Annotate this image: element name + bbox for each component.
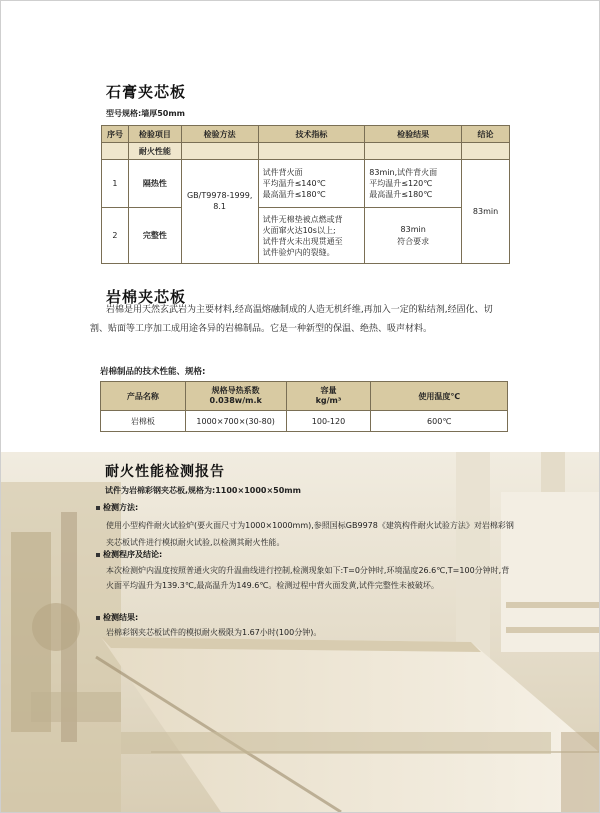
- row-result: 83min,试件背火面 平均温升≤120℃ 最高温升≤180℃: [365, 160, 462, 208]
- report-title: 耐火性能检测报告: [105, 464, 225, 480]
- col-header: 检验项目: [128, 126, 181, 143]
- row-item: 隔热性: [128, 160, 181, 208]
- result-text: 岩棉彩钢夹芯板试件的模拟耐火极限为1.67小时(100分钟)。: [106, 628, 322, 637]
- section1-spec: 型号规格:墙厚50mm: [106, 109, 186, 118]
- row-no: 2: [102, 208, 129, 264]
- cell: 100-120: [286, 411, 371, 432]
- col-header: 技术指标: [258, 126, 365, 143]
- table-row: [101, 411, 508, 432]
- row-index: 试件无棉垫被点燃或背 火面窜火达10s以上; 试件背火未出现贯通至 试件验炉内的裂缝。: [258, 208, 365, 264]
- conclusion-cell: 83min: [462, 160, 510, 264]
- cell: 600℃: [371, 411, 508, 432]
- col-header: 结论: [462, 126, 510, 143]
- table-row: [102, 143, 510, 160]
- row-method: GB/T9978-1999, 8.1: [181, 160, 258, 264]
- section1-title: 石膏夹芯板: [106, 83, 187, 101]
- method-heading: 检测方法:: [96, 502, 138, 513]
- col-header: 检验方法: [181, 126, 258, 143]
- row-no: 1: [102, 160, 129, 208]
- spec-table: [100, 381, 508, 432]
- cell: 1000×700×(30-80): [185, 411, 286, 432]
- group-label: 耐火性能: [128, 143, 181, 160]
- process-heading: 检测程序及结论:: [96, 549, 162, 560]
- report-sample: 试件为岩棉彩钢夹芯板,规格为:1100×1000×50mm: [105, 486, 301, 495]
- result-heading: 检测结果:: [96, 612, 138, 623]
- cell: 岩棉板: [101, 411, 186, 432]
- col-header: 使用温度℃: [371, 382, 508, 411]
- section2-title: 岩棉夹芯板: [106, 288, 187, 306]
- col-header: 产品名称: [101, 382, 186, 411]
- table-row: [102, 160, 510, 208]
- col-header: 序号: [102, 126, 129, 143]
- col-header: 容量 kg/m³: [286, 382, 371, 411]
- table-header-row: [101, 382, 508, 411]
- table-row: [102, 208, 510, 264]
- row-result: 83min 符合要求: [365, 208, 462, 264]
- row-index: 试件背火面 平均温升≤140℃ 最高温升≤180℃: [258, 160, 365, 208]
- table-header-row: [102, 126, 510, 143]
- col-header: 规格导热系数 0.038w/m.k: [185, 382, 286, 411]
- section2-description: 岩棉是用天然玄武岩为主要材料,经高温熔融制成的人造无机纤维,再加入一定的粘结剂,经固化、切割、贴面等工序加工成用途各异的岩棉制品。它是一种新型的保温、绝热、吸声材料。: [90, 305, 493, 334]
- fire-test-table: [101, 125, 510, 264]
- process-text: 本次检测炉内温度按照普通火灾的升温曲线进行控制,检测现象如下:T=0分钟时,环境温度26.6℃,T=100分钟时,背火面平均温升为139.3℃,最高温升为149.6℃。检测过程中背火面发黄,试件完整性未被破坏。: [106, 566, 510, 590]
- row-item: 完整性: [128, 208, 181, 264]
- col-header: 检验结果: [365, 126, 462, 143]
- method-text: 使用小型构件耐火试验炉(要火面尺寸为1000×1000mm),参照国标GB9978《建筑构件耐火试验方法》对岩棉彩钢夹芯板试件进行模拟耐火试验,以检测其耐火性能。: [106, 521, 514, 547]
- spec-table-label: 岩棉制品的技术性能、规格:: [100, 367, 206, 377]
